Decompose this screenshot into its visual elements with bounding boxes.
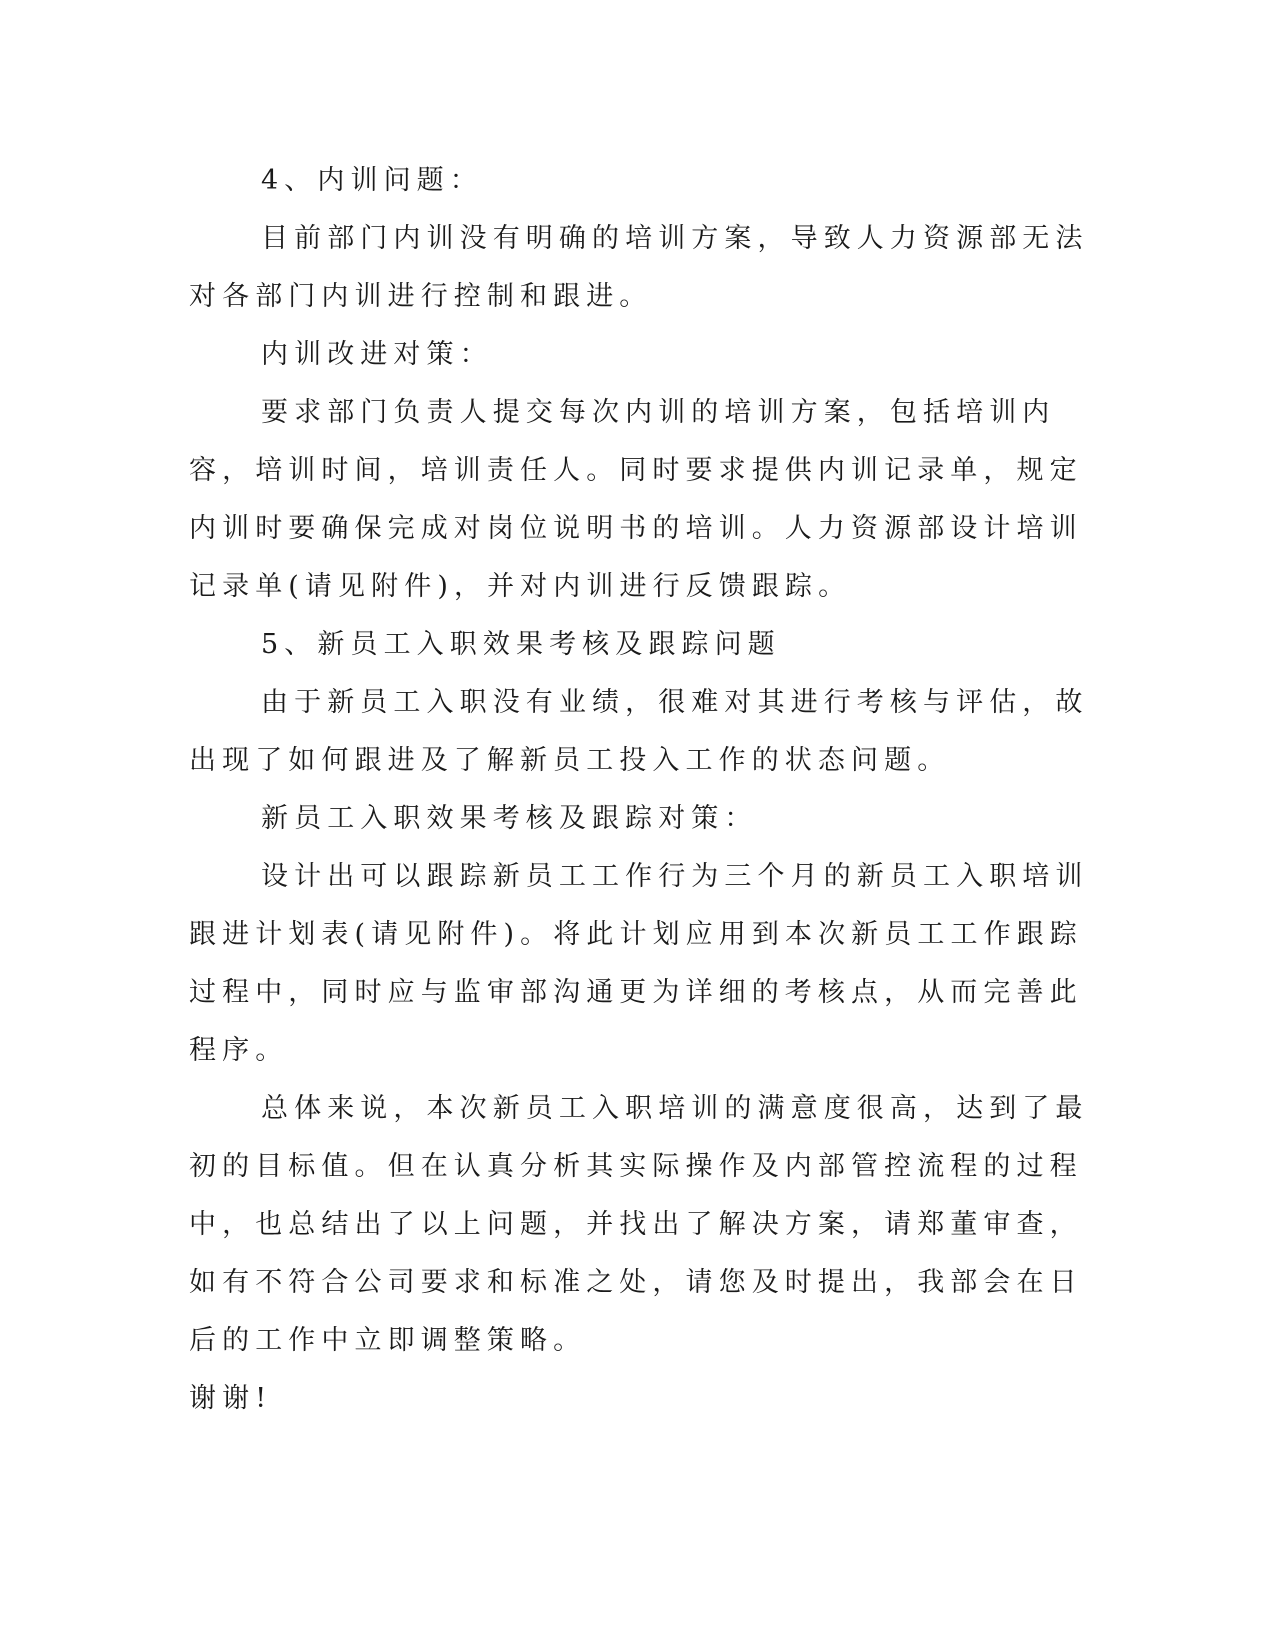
section-heading-onboarding-assessment-measures: 新员工入职效果考核及跟踪对策： [261,803,758,834]
paragraph-internal-training-issue: 目前部门内训没有明确的培训方案，导致人力资源部无法对各部门内训进行控制和跟进。 [189,223,1089,312]
closing-thanks: 谢谢! [189,1383,273,1414]
paragraph-internal-training-measures: 要求部门负责人提交每次内训的培训方案，包括培训内容，培训时间，培训责任人。同时要求提供内训记录单，规定内训时要确保完成对岗位说明书的培训。人力资源部设计培训记录单(请见附件)，并对内训进行反馈跟踪。 [189,397,1083,602]
paragraph-onboarding-assessment-issue: 由于新员工入职没有业绩，很难对其进行考核与评估，故出现了如何跟进及了解新员工投入工作的状态问题。 [189,687,1089,776]
section-heading-onboarding-assessment-issue: 5、新员工入职效果考核及跟踪问题 [261,629,781,660]
paragraph-onboarding-assessment-measures: 设计出可以跟踪新员工工作行为三个月的新员工入职培训跟进计划表(请见附件)。将此计划应用到本次新员工工作跟踪过程中，同时应与监审部沟通更为详细的考核点，从而完善此程序。 [189,861,1089,1066]
paragraph-summary: 总体来说，本次新员工入职培训的满意度很高，达到了最初的目标值。但在认真分析其实际操作及内部管控流程的过程中，也总结出了以上问题，并找出了解决方案，请郑董审查，如有不符合公司要求和标准之处，请您及时提出，我部会在日后的工作中立即调整策略。 [189,1093,1089,1356]
section-heading-internal-training-issue: 4、内训问题： [261,165,483,196]
document-body [189,152,1089,1428]
section-heading-internal-training-measures: 内训改进对策： [261,339,493,370]
